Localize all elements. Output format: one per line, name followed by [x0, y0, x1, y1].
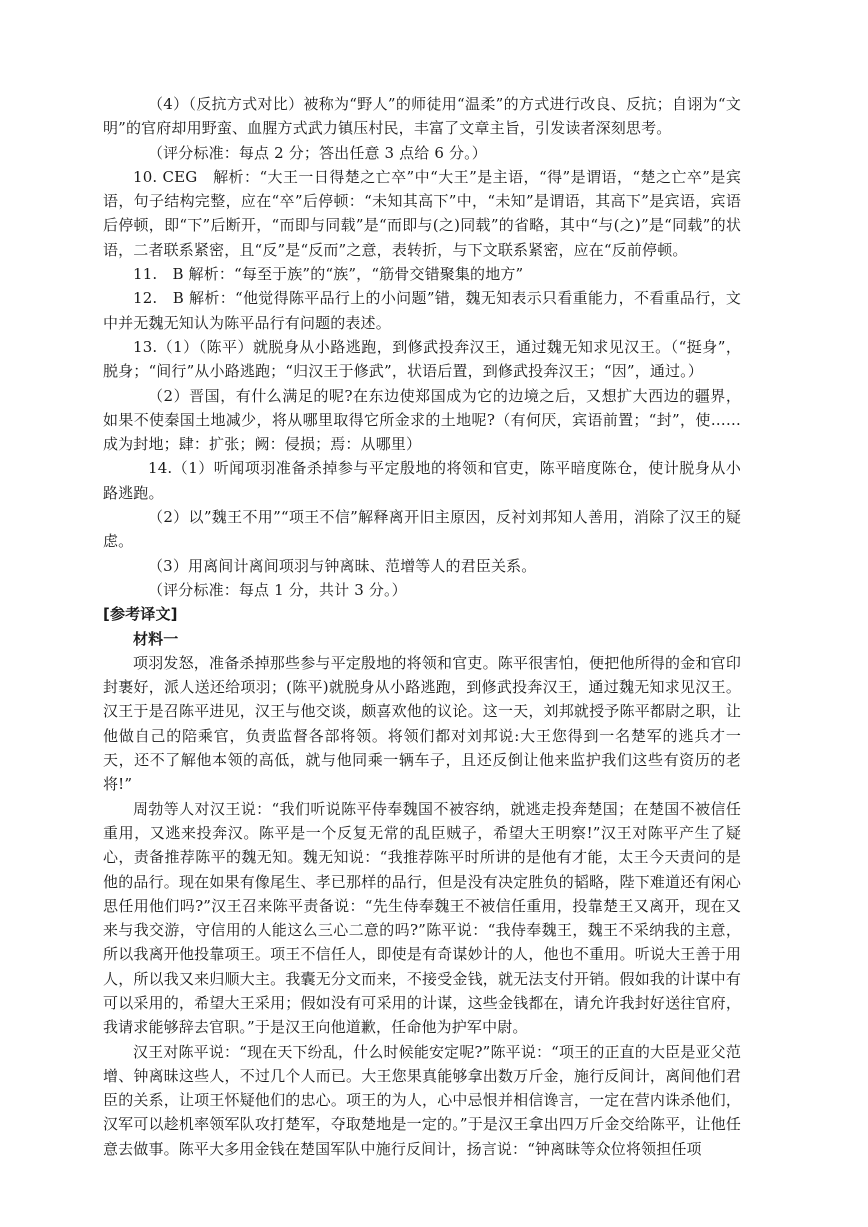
answer-q4-note: （4）（反抗方式对比）被称为“野人”的师徒用“温柔”的方式进行改良、反抗；自诩为“文明”的官府却用野蛮、血腥方式武力镇压村民，丰富了文章主旨，引发读者深刻思考。: [103, 95, 741, 138]
answer-q12: 12. B 解析：“他觉得陈平品行上的小问题”错，魏无知表示只看重能力，不看重品行，文中并无魏无知认为陈平品行有问题的表述。: [103, 289, 741, 332]
answer-q13-part1: 13.（1）（陈平）就脱身从小路逃跑，到修武投奔汉王，通过魏无知求见汉王。（“挺身”，脱身；“间行”从小路逃跑；“归汉王于修武”，状语后置，到修武投奔汉王；“因”，通过。）: [103, 337, 741, 381]
translation-paragraph: 汉王对陈平说：“现在天下纷乱，什么时候能安定呢?”陈平说：“项王的正直的大臣是亚父范增、钟离昧这些人，不过几个人而已。大王您果真能够拿出数万斤金，施行反间计，离间他们君臣的关系，让项王怀疑他们的忠心。项王的为人，心中忌恨并相信谗言，一定在营内诛杀他们，汉军可以趁机率领军队攻打楚军，夺取楚地是一定的。”于是汉王拿出四万斤金交给陈平，让他任意去做事。陈平大多用金钱在楚国军队中施行反间计，扬言说：“钟离昧等众位将领担任项: [103, 1042, 741, 1158]
answer-q14-scoring: （评分标准：每点 1 分，共计 3 分。）: [148, 580, 407, 599]
answer-q14-part2: （2）以”魏王不用”“项王不信”解释离开旧主原因，反衬刘邦知人善用，消除了汉王的疑虑。: [103, 508, 741, 551]
answer-q10: 10. CEG 解析：“大王一日得楚之亡卒”中“大王”是主语，“得”是谓语，“楚之亡卒”是宾语，句子结构完整，应在“卒”后停顿：“未知其高下”中，“未知”是谓语，其高下”是宾语，宾语后停顿，即“下”后断开，“而即与同载”是“而即与(之)同载”的省略，其中“与(之)”是“同载”的状语，二者联系紧密，且“反”是“反而”之意，表转折，与下文联系紧密，应在“反前停顿。: [103, 167, 741, 259]
answer-q14-part1: 14.（1）听闻项羽准备杀掉参与平定殷地的将领和官吏，陈平暗度陈仓，使计脱身从小路逃跑。: [103, 459, 741, 502]
translation-material-heading: 材料一: [133, 629, 179, 648]
translation-section-heading: [参考译文]: [103, 605, 178, 624]
answer-q13-part2: （2）晋国，有什么满足的呢?在东边使郑国成为它的边境之后，又想扩大西边的疆界，如果不使秦国土地减少，将从哪里取得它所金求的土地呢?（有何厌，宾语前置；“封”，使……成为封地；肆：扩张；阙：侵损；焉：从哪里）: [103, 386, 741, 454]
answer-q11: 11. B 解析：“每至于族”的“族”，“筋骨交错聚集的地方”: [133, 265, 524, 284]
translation-paragraph: 项羽发怒，准备杀掉那些参与平定殷地的将领和官吏。陈平很害怕，便把他所得的金和官印封裹好，派人送还给项羽；(陈平)就脱身从小路逃跑，到修武投奔汉王，通过魏无知求见汉王。汉王于是召陈平进见，汉王与他交谈，颇喜欢他的议论。这一天，刘邦就授予陈平都尉之职，让他做自己的陪乘官，负责监督各部将领。将领们都对刘邦说:大王您得到一名楚军的逃兵才一天，还不了解他本领的高低，就与他同乘一辆车子，且还反倒让他来监护我们这些有资历的老将!”: [103, 653, 741, 794]
answer-q4-scoring: （评分标准：每点 2 分；答出任意 3 点给 6 分。）: [148, 143, 487, 162]
answer-q14-part3: （3）用离间计离间项羽与钟离昧、范增等人的君臣关系。: [148, 556, 537, 575]
translation-paragraph: 周勃等人对汉王说：“我们听说陈平侍奉魏国不被容纳，就逃走投奔楚国；在楚国不被信任重用，又逃来投奔汉。陈平是一个反复无常的乱臣贼子，希望大王明察!”汉王对陈平产生了疑心，责备推荐陈平的魏无知。魏无知说：“我推荐陈平时所讲的是他有才能，太王今天责问的是他的品行。现在如果有像尾生、孝已那样的品行，但是没有决定胜负的韬略，陛下难道还有闲心思任用他们吗?”汉王召来陈平责备说：“先生侍奉魏王不被信任重用，投靠楚王又离开，现在又来与我交游，守信用的人能这么三心二意的吗?”陈平说：“我侍奉魏王，魏王不采纳我的主意，所以我离开他投靠项王。项王不信任人，即使是有奇谋妙计的人，他也不重用。听说大王善于用人，所以我又来归顺大主。我囊无分文而来，不接受金钱，就无法支付开销。假如我的计谋中有可以采用的，希望大王采用；假如没有可采用的计谋，这些金钱都在，请允许我封好送往官府，我请求能够辞去官职。”于是汉王向他道歉，任命他为护军中尉。: [103, 799, 741, 1037]
document-body: [103, 92, 741, 1161]
